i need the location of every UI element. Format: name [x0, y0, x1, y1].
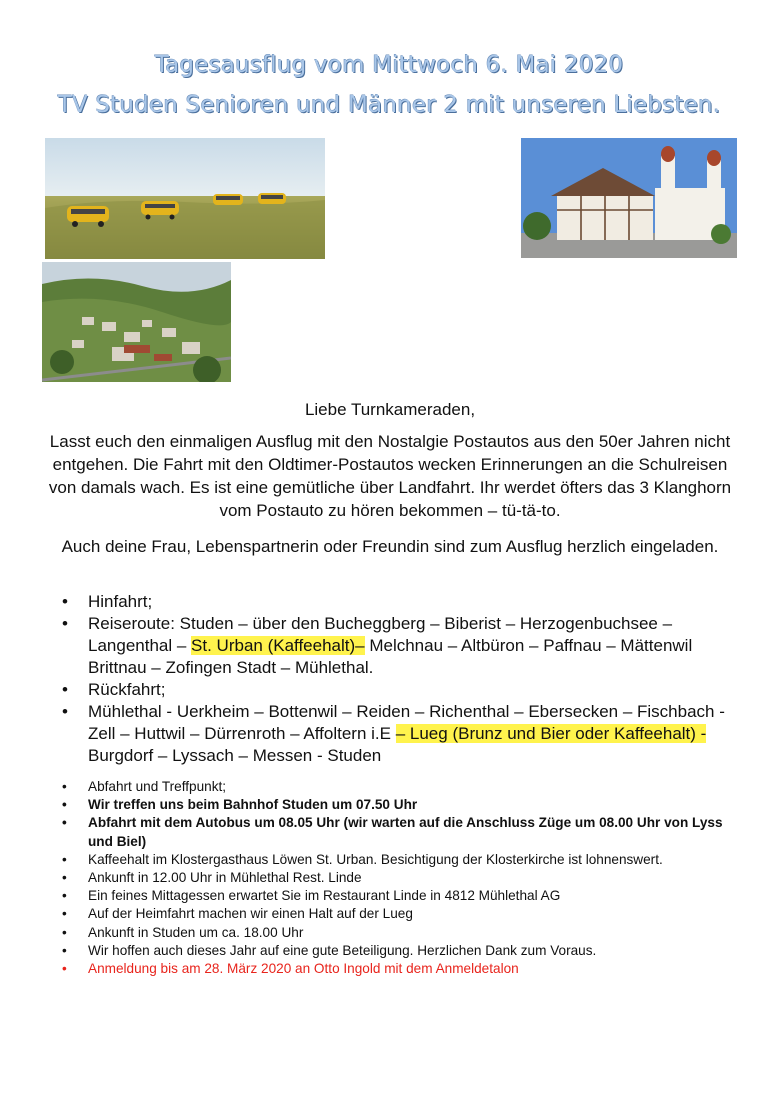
list-item: [60, 778, 740, 796]
list-item: [60, 701, 740, 767]
coffee-stop-highlight: St. Urban (Kaffeehalt)–: [191, 636, 365, 655]
list-item: [60, 591, 740, 613]
list-item: [60, 887, 740, 905]
outbound-heading: Hinfahrt;: [88, 592, 153, 611]
list-item: [60, 942, 740, 960]
title-line-1: Tagesausflug vom Mittwoch 6. Mai 2020: [154, 52, 624, 78]
list-item: [60, 851, 740, 869]
detail-text: Ein feines Mittagessen erwartet Sie im Restaurant Linde in 4812 Mühlethal AG: [88, 888, 561, 904]
village-aerial-photo: [42, 262, 231, 382]
list-item: [60, 613, 740, 679]
detail-text: Ankunft in Studen um ca. 18.00 Uhr: [88, 924, 304, 940]
greeting: Liebe Turnkameraden,: [304, 400, 476, 419]
list-item: [60, 869, 740, 887]
list-item: [60, 905, 740, 923]
monastery-photo: [521, 138, 737, 258]
postbus-photo: [45, 138, 325, 259]
detail-text: Wir treffen uns beim Bahnhof Studen um 07.50 Uhr: [88, 797, 418, 813]
outbound-route: Reiseroute: Studen – über den Bucheggberg – Biberist – Herzogenbuchsee – Langenthal –: [88, 614, 673, 655]
invitation-paragraph: Auch deine Frau, Lebenspartnerin oder Freundin sind zum Ausflug herzlich eingeladen.: [61, 537, 719, 556]
list-item: [60, 796, 740, 814]
detail-text: Abfahrt mit dem Autobus um 08.05 Uhr (wir warten auf die Anschluss Züge um 08.00 Uhr von Lyss und Biel): [88, 815, 723, 849]
detail-text: Ankunft in 12.00 Uhr in Mühlethal Rest. Linde: [88, 870, 362, 886]
registration-deadline: [60, 960, 740, 978]
route-list: [60, 591, 740, 767]
return-route: Mühlethal - Uerkheim – Bottenwil – Reiden – Richenthal – Ebersecken – Fischbach - Zell – Huttwil – Dürrenroth – Affoltern i.E: [88, 702, 725, 743]
list-item: [60, 679, 740, 701]
title-line-2: TV Studen Senioren und Männer 2 mit unseren Liebsten.: [57, 92, 721, 118]
details-list: [60, 778, 740, 978]
lueg-stop-highlight: – Lueg (Brunz und Bier oder Kaffeehalt) -: [395, 724, 707, 743]
detail-text: Wir hoffen auch dieses Jahr auf eine gute Beteiligung. Herzlichen Dank zum Voraus.: [88, 942, 597, 958]
list-item: [60, 814, 740, 850]
intro-paragraph: Lasst euch den einmaligen Ausflug mit den Nostalgie Postautos aus den 50er Jahren nicht entgehen. Die Fahrt mit den Oldtimer-Postautos wecken Erinnerungen an die Schulreisen von damals wach. Es ist eine gemütliche über Landfahrt. Ihr werdet öfters das 3 Klanghorn vom Postauto zu hören bekommen – tü-tä-to.: [48, 432, 732, 520]
return-route-rest: Burgdorf – Lyssach – Messen - Studen: [88, 746, 382, 765]
detail-text: Kaffeehalt im Klostergasthaus Löwen St. Urban. Besichtigung der Klosterkirche ist lohnenswert.: [88, 851, 663, 867]
return-heading: Rückfahrt;: [88, 680, 166, 699]
detail-text: Abfahrt und Treffpunkt;: [88, 779, 227, 794]
outbound-route-rest: Melchnau – Altbüron – Paffnau – Mättenwil Brittnau – Zofingen Stadt – Mühlethal.: [88, 636, 693, 677]
detail-text: Auf der Heimfahrt machen wir einen Halt auf der Lueg: [88, 906, 413, 922]
detail-text: Anmeldung bis am 28. März 2020 an Otto Ingold mit dem Anmeldetalon: [88, 961, 519, 977]
list-item: [60, 924, 740, 942]
